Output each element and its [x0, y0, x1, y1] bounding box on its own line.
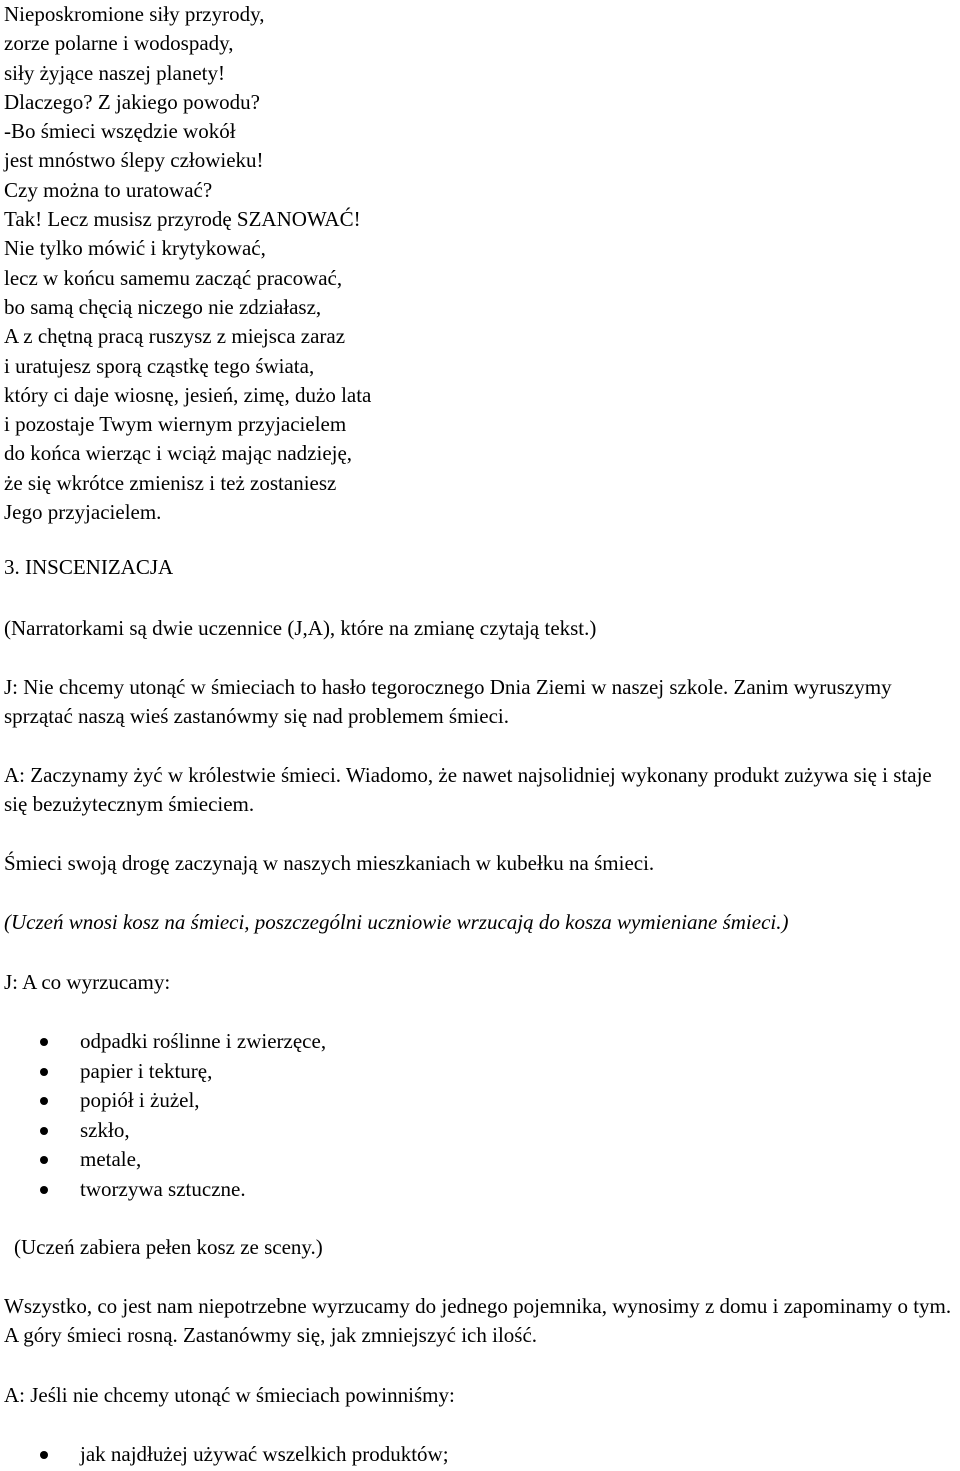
- poem: [4, 0, 371, 527]
- poem-line: Jego przyjacielem.: [4, 500, 162, 525]
- list-item: [0, 1145, 326, 1175]
- dialogue-text: A co wyrzucamy:: [18, 970, 171, 994]
- list-item-text: odpadki roślinne i zwierzęce,: [80, 1029, 327, 1053]
- dialogue-text: Jeśli nie chcemy utonąć w śmieciach powinniśmy:: [25, 1383, 455, 1407]
- list-item: [0, 1116, 326, 1146]
- dialogue-text: Nie chcemy utonąć w śmieciach to hasło tegorocznego Dnia Ziemi w naszej szkole. Zanim wyruszymy sprzątać naszą wieś zastanówmy się nad problemem śmieci.: [4, 675, 892, 728]
- poem-line: Czy można to uratować?: [4, 177, 213, 202]
- list-item-text: szkło,: [80, 1117, 130, 1142]
- stage-direction: (Uczeń wnosi kosz na śmieci, poszczególni uczniowie wrzucają do kosza wymieniane śmieci.): [4, 910, 789, 934]
- poem-line: i uratujesz sporą cząstkę tego świata,: [4, 353, 315, 378]
- poem-line: Nieposkromione siły przyrody,: [4, 2, 265, 26]
- poem-line: -Bo śmieci wszędzie wokół: [4, 119, 236, 144]
- dialogue-j-2: [4, 968, 960, 997]
- bullet-icon: [40, 1156, 48, 1164]
- list-item-text: metale,: [80, 1147, 142, 1171]
- section-heading: 3. INSCENIZACJA: [4, 555, 174, 579]
- list-item-text: popiół i żużel,: [80, 1088, 200, 1112]
- bullet-icon: [40, 1068, 48, 1076]
- bullet-icon: [40, 1186, 48, 1194]
- poem-line: Nie tylko mówić i krytykować,: [4, 236, 266, 261]
- dialogue-text: Zaczynamy żyć w królestwie śmieci. Wiadomo, że nawet najsolidniej wykonany produkt zużywa się i staje się bezużytecznym śmieciem.: [4, 763, 932, 816]
- poem-line: Tak! Lecz musisz przyrodę SZANOWAĆ!: [4, 207, 361, 232]
- poem-line: który ci daje wiosnę, jesień, zimę, dużo lata: [4, 382, 372, 407]
- paragraph-wszystko: Wszystko, co jest nam niepotrzebne wyrzucamy do jednego pojemnika, wynosimy z domu i zapominamy o tym. A góry śmieci rosną. Zastanówmy się, jak zmniejszyć ich ilość.: [4, 1294, 952, 1347]
- dialogue-j-1: [4, 673, 960, 731]
- speaker-label: J:: [4, 970, 19, 994]
- bullet-icon: [40, 1127, 48, 1135]
- list-item-text: tworzywa sztuczne.: [80, 1176, 246, 1201]
- paragraph-smieci: Śmieci swoją drogę zaczynają w naszych mieszkaniach w kubełku na śmieci.: [4, 851, 655, 875]
- poem-line: że się wkrótce zmienisz i też zostaniesz: [4, 470, 337, 495]
- poem-line: A z chętną pracą ruszysz z miejsca zaraz: [4, 324, 346, 349]
- list-item: [0, 1027, 326, 1057]
- poem-line: siły żyjące naszej planety!: [4, 60, 225, 85]
- stage-direction: (Uczeń zabiera pełen kosz ze sceny.): [14, 1235, 323, 1259]
- dialogue-a-1: [4, 761, 960, 819]
- poem-line: do końca wierząc i wciąż mając nadzieję,: [4, 441, 353, 466]
- list-item-text: papier i tekturę,: [80, 1058, 213, 1083]
- poem-line: bo samą chęcią niczego nie zdziałasz,: [4, 294, 322, 319]
- poem-line: zorze polarne i wodospady,: [4, 31, 234, 56]
- poem-line: lecz w końcu samemu zacząć pracować,: [4, 265, 343, 290]
- list-item: [0, 1175, 326, 1205]
- waste-list: [0, 1027, 326, 1204]
- list-item: [0, 1057, 326, 1087]
- speaker-label: A:: [4, 1383, 25, 1407]
- poem-line: jest mnóstwo ślepy człowieku!: [4, 148, 264, 173]
- bullet-icon: [40, 1451, 48, 1459]
- dialogue-a-2: [4, 1381, 960, 1410]
- poem-line: Dlaczego? Z jakiego powodu?: [4, 89, 260, 114]
- bullet-icon: [40, 1097, 48, 1105]
- narrators-note: (Narratorkami są dwie uczennice (J,A), które na zmianę czytają tekst.): [4, 616, 597, 640]
- advice-list: [0, 1440, 449, 1470]
- list-item: [0, 1440, 449, 1470]
- speaker-label: A:: [4, 763, 25, 787]
- bullet-icon: [40, 1038, 48, 1046]
- speaker-label: J:: [4, 675, 19, 699]
- list-item-text: jak najdłużej używać wszelkich produktów;: [80, 1442, 449, 1466]
- poem-line: i pozostaje Twym wiernym przyjacielem: [4, 412, 347, 437]
- list-item: [0, 1086, 326, 1116]
